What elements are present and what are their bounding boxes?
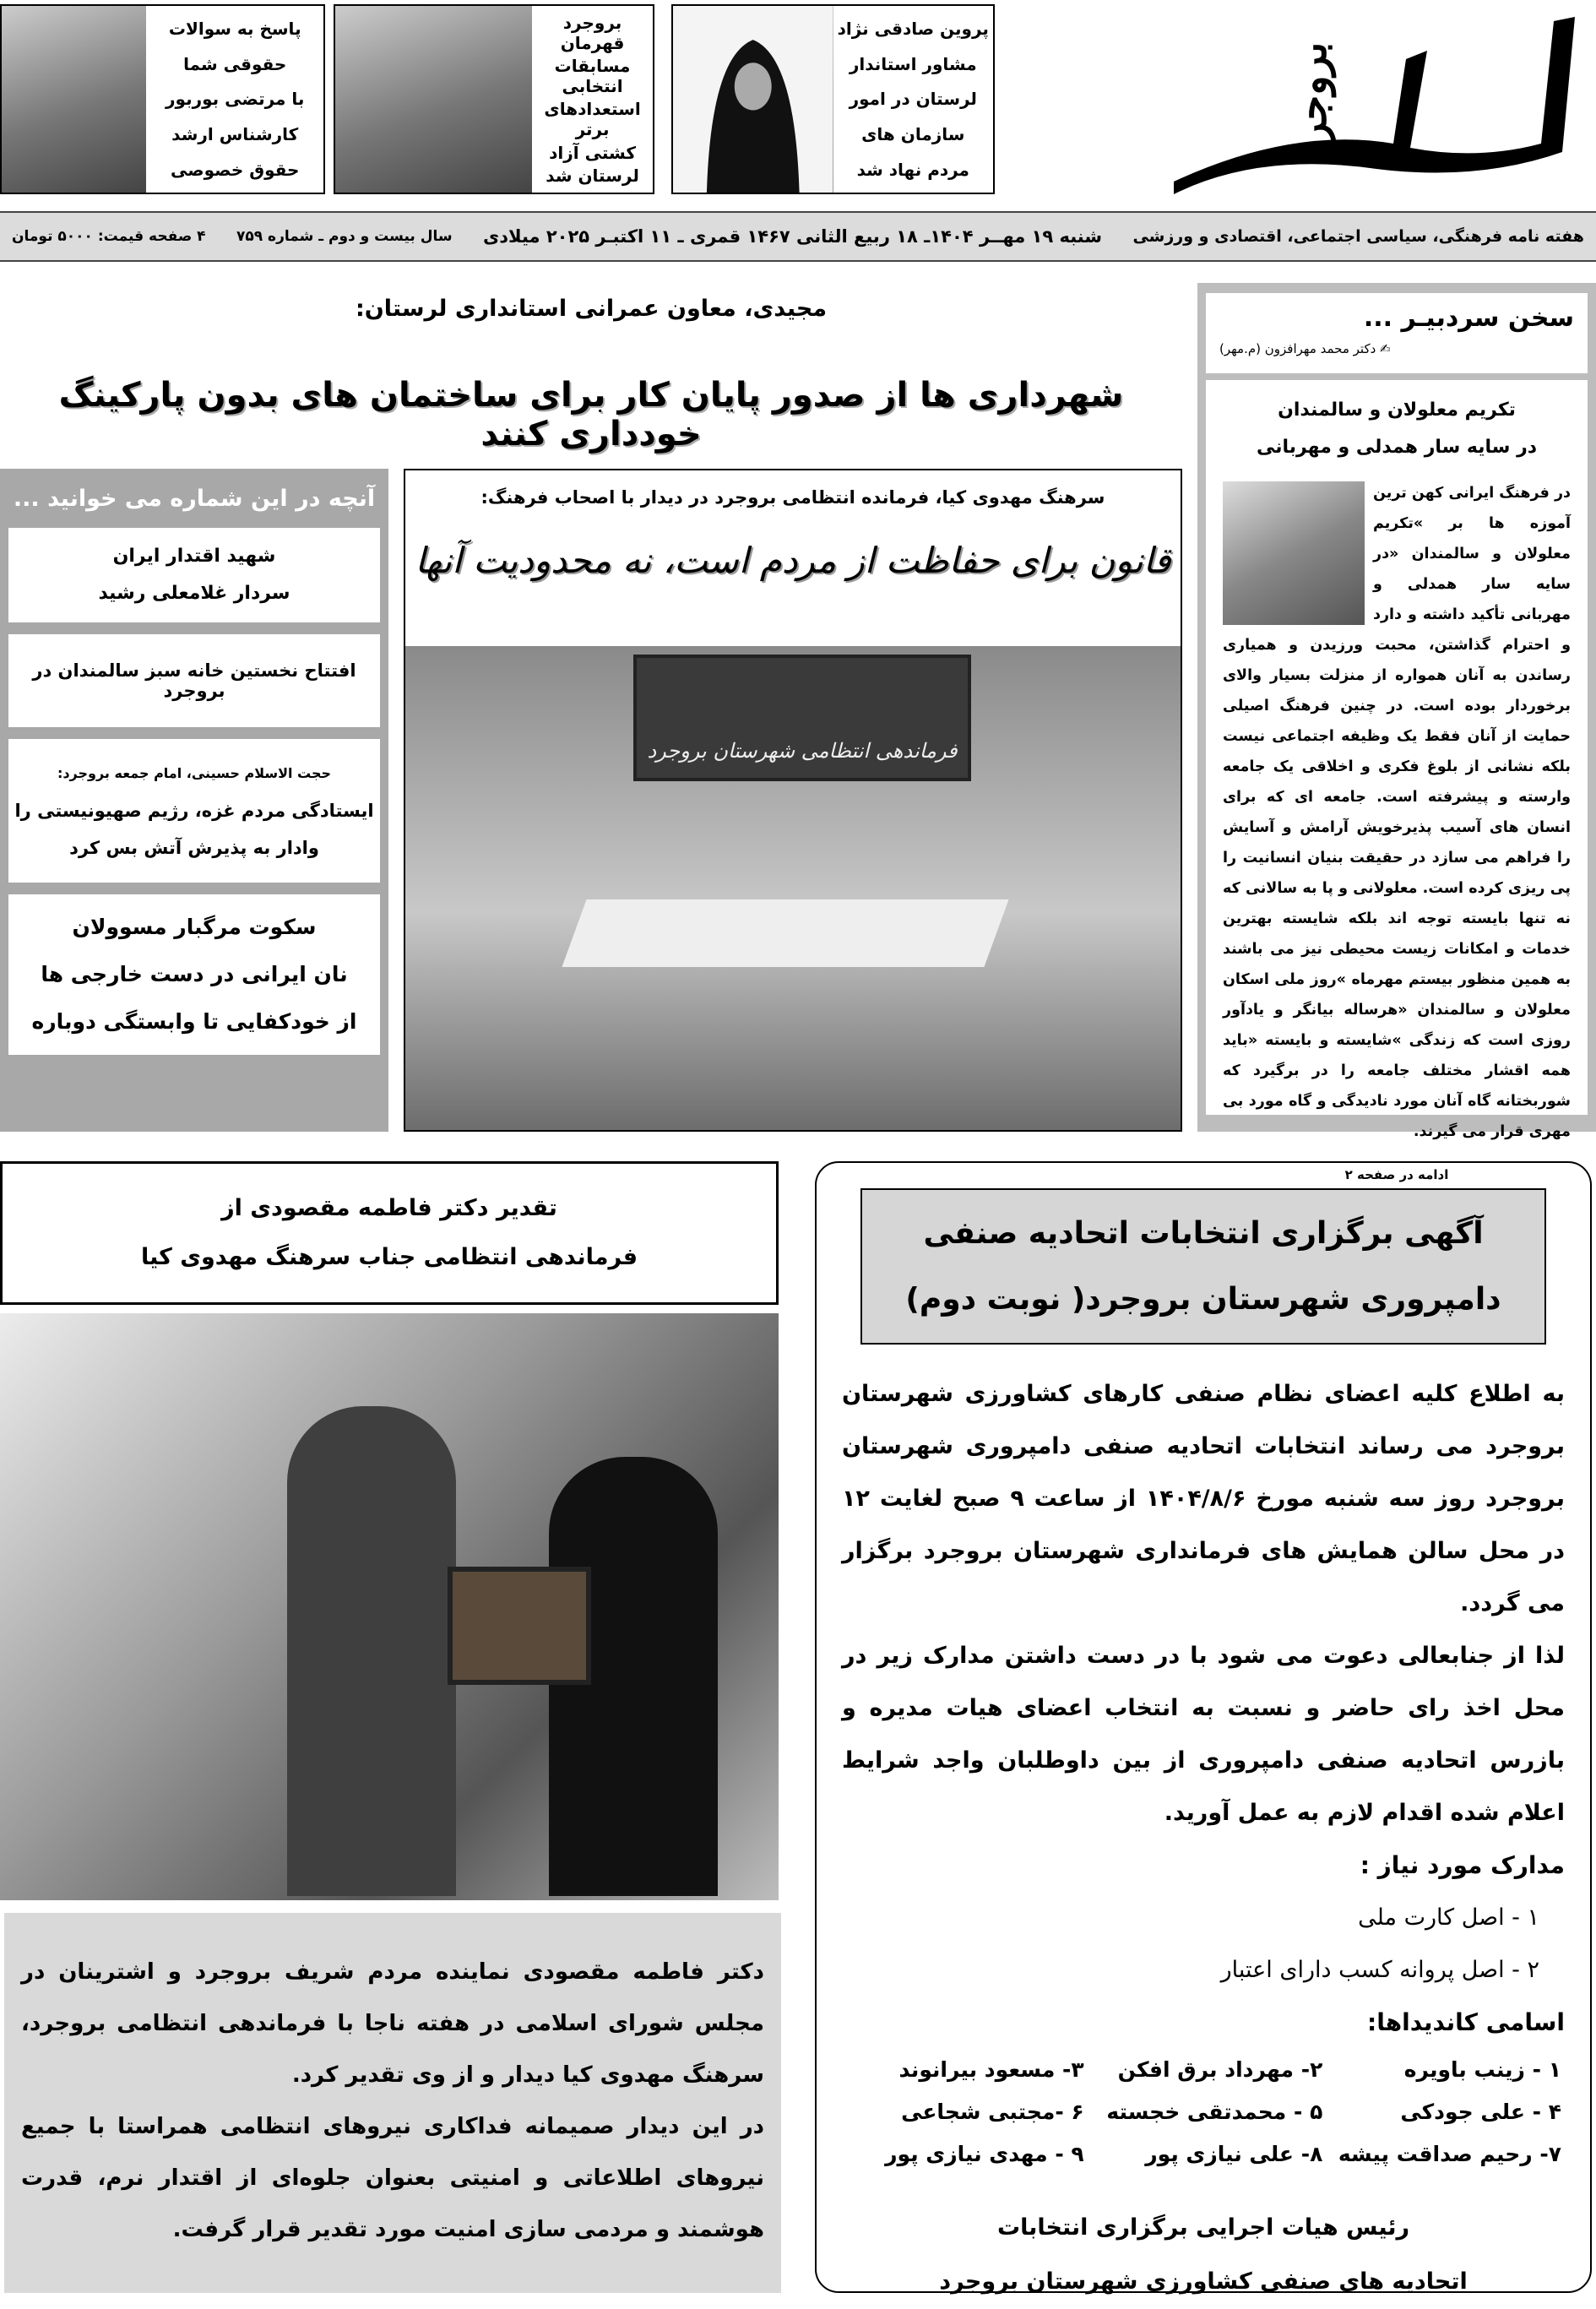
appreciation-title[interactable]: [0, 1161, 779, 1305]
documents-heading: مدارک مورد نیاز :: [1360, 1851, 1565, 1879]
sidebar-item-line: از خودکفایی تا وابستگی دوباره: [31, 1009, 357, 1034]
continued-note[interactable]: ادامه در صفحه ۲: [1344, 1167, 1449, 1182]
signature-line: اتحادیه های صنفی کشاورزی شهرستان بروجرد: [939, 2268, 1468, 2295]
teaser-line: حقوق خصوصی: [171, 160, 300, 181]
election-notice: [815, 1161, 1592, 2293]
editor-photo: [1223, 481, 1365, 625]
in-this-issue-sidebar: [0, 469, 388, 1132]
photo-sign-text: فرماندهی انتظامی شهرستان بروجرد: [647, 739, 958, 763]
teaser-line: لرستان شد: [546, 166, 639, 187]
editorial-body: [1206, 380, 1588, 1182]
appreciation-paragraph: دکتر فاطمه مقصودی نماینده مردم شریف بروجرد و اشترینان در مجلس شورای اسلامی در هفته ناجا با فرماندهی انتظامی بروجرد، سرهنگ مهدوی کیا دیدار و از وی تقدیر کرد.: [21, 1959, 764, 2088]
editorial-header: [1206, 293, 1588, 373]
meeting-photo: [405, 646, 1181, 1130]
teaser-line: بروجرد قهرمان: [560, 12, 625, 53]
teaser-line: سازمان های: [861, 124, 965, 145]
lead-kicker: مجیدی، معاون عمرانی استانداری لرستان:: [355, 296, 828, 322]
teaser-line: مسابقات انتخابی: [554, 56, 631, 97]
teaser-line: پاسخ به سوالات: [168, 18, 301, 39]
notice-title-line: دامپروری شهرستان بروجرد( نوبت دوم): [905, 1281, 1501, 1317]
sidebar-item[interactable]: [8, 634, 380, 727]
sidebar-item-line: سردار غلامعلی رشید: [98, 583, 290, 604]
appreciation-title-line: تقدیر دکتر فاطمه مقصودی از: [221, 1195, 557, 1221]
candidate: ۱ - زینب باویره: [1403, 2057, 1561, 2082]
editorial-title-line: در سایه سار همدلی و مهربانی: [1256, 437, 1538, 458]
teaser-box[interactable]: [0, 4, 325, 194]
editorial-column: [1197, 283, 1596, 1182]
notice-title-line: آگهی برگزاری انتخابات اتحادیه صنفی: [923, 1215, 1484, 1251]
teaser-photo: [2, 6, 146, 193]
teaser-line: مشاور استاندار: [849, 53, 977, 74]
teaser-photo: [335, 6, 532, 193]
teaser-line: کارشناس ارشد: [171, 124, 299, 145]
candidate: ۶ -مجتبی شجاعی: [901, 2100, 1084, 2124]
sidebar-header: آنچه در این شماره می خوانید ...: [13, 485, 376, 512]
sidebar-item-line: وادار به پذیرش آتش بس کرد: [69, 838, 319, 858]
teaser-box[interactable]: [671, 4, 995, 194]
teaser-box[interactable]: [334, 4, 654, 194]
candidate: ۴ - علی جودکی: [1400, 2100, 1561, 2124]
editorial-text: در فرهنگ ایرانی کهن ترین آموزه ها بر »تکریم معلولان و سالمندان «در سایه سار همدلی و مهربانی تأکید داشته و دارد و احترام گذاشتن، محبت ورزیدن و همیاری رساندن به آنان همواره از منزلت بسیار والای برخوردار بوده است. در چنین فرهنگ اصیلی حمایت از آنان فقط یک وظیفه اجتماعی نیست بلکه نشانی از بلوغ فکری و اخلاقی یک جامعه وارسته و پیشرفته است. جامعه ای که برای انسان های آسیب پذیرخویش آرامش و آسایش را فراهم می سازد در حقیقت بنیان انسانیت را پی ریزی کرده است. معلولانی و پا به سالانی که نه تنها بایسته توجه اند بلکه شایسته بهترین خدمات و امکانات زیست محیطی نیز می باشند به همین منظور بیستم مهرماه »روز ملی اسکان معلولان و سالمندان «هرساله بیانگر و یادآور روزی است که زندگی »شایسته و بایسته «باید همه اقشار مختلف جامعه را در برگیرد که شوربختانه گاه آنان مورد نادیدگی و گاه مورد بی مهری قرار می گیرند.: [1223, 485, 1571, 1140]
candidate: ۷- رحیم صداقت پیشه: [1338, 2142, 1561, 2166]
candidate: ۸- علی نیازی پور: [1145, 2142, 1323, 2166]
sidebar-item-line: نان ایرانی در دست خارجی ها: [41, 962, 348, 986]
appreciation-text: [4, 1913, 781, 2293]
teaser-photo: [673, 6, 833, 193]
svg-text:بروجرد: بروجرد: [1289, 41, 1336, 161]
teaser-line: استعدادهای برتر: [544, 99, 641, 140]
candidate: ۳- مسعود بیرانوند: [898, 2057, 1084, 2082]
notice-signature: [837, 2201, 1570, 2309]
teaser-line: کشتی آزاد: [549, 142, 636, 163]
teaser-line: لرستان در امور: [849, 89, 977, 110]
editorial-title-line: تکریم معلولان و سالمندان: [1278, 399, 1516, 421]
lead-headline[interactable]: شهرداری ها از صدور پایان کار برای ساختمان های بدون پارکینگ خودداری کنند: [58, 376, 1124, 454]
document-item: ۲ - اصل پروانه کسب دارای اعتبار: [1220, 1957, 1539, 1983]
appreciation-photo: [0, 1313, 779, 1900]
appreciation-paragraph: در این دیدار صمیمانه فداکاری نیروهای انتظامی همراستا با جمیع نیروهای اطلاعاتی و امنیتی بعنوان جلوه‌ای از اقتدار نرم، قدرت هوشمند و مردمی سازی امنیت مورد تقدیر قرار گرفت.: [21, 2114, 764, 2242]
signature-line: رئیس هیات اجرایی برگزاری انتخابات: [996, 2214, 1410, 2241]
editorial-section-title: سخن سردبیـر ...: [1363, 303, 1574, 333]
sidebar-item-kicker: حجت الاسلام حسینی، امام جمعه بروجرد:: [57, 765, 332, 781]
interview-kicker: سرهنگ مهدوی کیا، فرمانده انتظامی بروجرد در دیدار با اصحاب فرهنگ:: [480, 487, 1105, 508]
notice-paragraph: لذا از جنابعالی دعوت می شود با در دست داشتن مدارک زیر در محل اخذ رای حاضر و نسبت به انتخاب اعضای هیات مدیره و بازرس اتحادیه صنفی دامپروری از بین داوطلبان واجد شرایط اعلام شده اقدام لازم به عمل آورید.: [842, 1643, 1565, 1826]
sidebar-item[interactable]: [8, 528, 380, 622]
interview-headline[interactable]: قانون برای حفاظت از مردم است، نه محدودیت آنها: [415, 540, 1171, 581]
candidate: ۹ - مهدی نیازی پور: [885, 2142, 1084, 2166]
candidate: ۵ - محمدتقی خجسته: [1106, 2100, 1323, 2124]
candidates-heading: اسامی کاندیداها:: [1367, 2008, 1565, 2036]
date-bar: [0, 211, 1596, 262]
sidebar-item-line: افتتاح نخستین خانه سبز سالمندان در بروجرد: [32, 660, 356, 701]
sidebar-item[interactable]: [8, 739, 380, 883]
sidebar-item[interactable]: [8, 894, 380, 1055]
newspaper-logo: [1157, 0, 1588, 207]
editorial-author: ✍ دکتر محمد مهرافزون (م.مهر): [1219, 341, 1391, 356]
candidate: ۲- مهرداد برق افکن: [1117, 2057, 1323, 2082]
candidates-list: [837, 2049, 1570, 2176]
price: ۴ صفحه قیمت: ۵۰۰۰ تومان: [12, 228, 206, 245]
notice-title[interactable]: [860, 1188, 1546, 1345]
sidebar-item-line: سکوت مرگبار مسوولان: [72, 915, 317, 939]
document-item: ۱ - اصل کارت ملی: [1358, 1904, 1539, 1931]
issue-date: شنبه ۱۹ مهــر ۱۴۰۴ـ ۱۸ ربیع الثانی ۱۴۶۷ قمری ـ ۱۱ اکتبـر ۲۰۲۵ میلادی: [482, 226, 1103, 247]
sidebar-item-line: ایستادگی مردم غزه، رژیم صهیونیستی را: [14, 801, 374, 821]
interview-article: [404, 469, 1182, 1132]
editorial-title[interactable]: [1223, 392, 1571, 466]
tagline: هفته نامه فرهنگی، سیاسی اجتماعی، اقتصادی و ورزشی: [1132, 227, 1584, 246]
teaser-line: پروین صادقی نژاد: [837, 18, 989, 39]
notice-paragraph: به اطلاع کلیه اعضای نظام صنفی کارهای کشاورزی شهرستان بروجرد می رساند انتخابات اتحادیه صنفی دامپروری شهرستان بروجرد روز سه شنبه مورخ ۱۴۰۴/۸/۶ از ساعت ۹ صبح لغایت ۱۲ در محل سالن همایش های فرمانداری شهرستان بروجرد برگزار می گردد.: [842, 1381, 1565, 1616]
teaser-line: حقوقی شما: [183, 53, 287, 74]
appreciation-title-line: فرماندهی انتظامی جناب سرهنگ مهدوی کیا: [141, 1244, 638, 1270]
issue-number: سال بیست و دوم ـ شماره ۷۵۹: [236, 228, 453, 245]
sidebar-item-line: شهید اقتدار ایران: [112, 546, 276, 567]
teaser-line: با مرتضی بوربور: [166, 89, 305, 110]
teaser-line: مردم نهاد شد: [856, 160, 969, 181]
